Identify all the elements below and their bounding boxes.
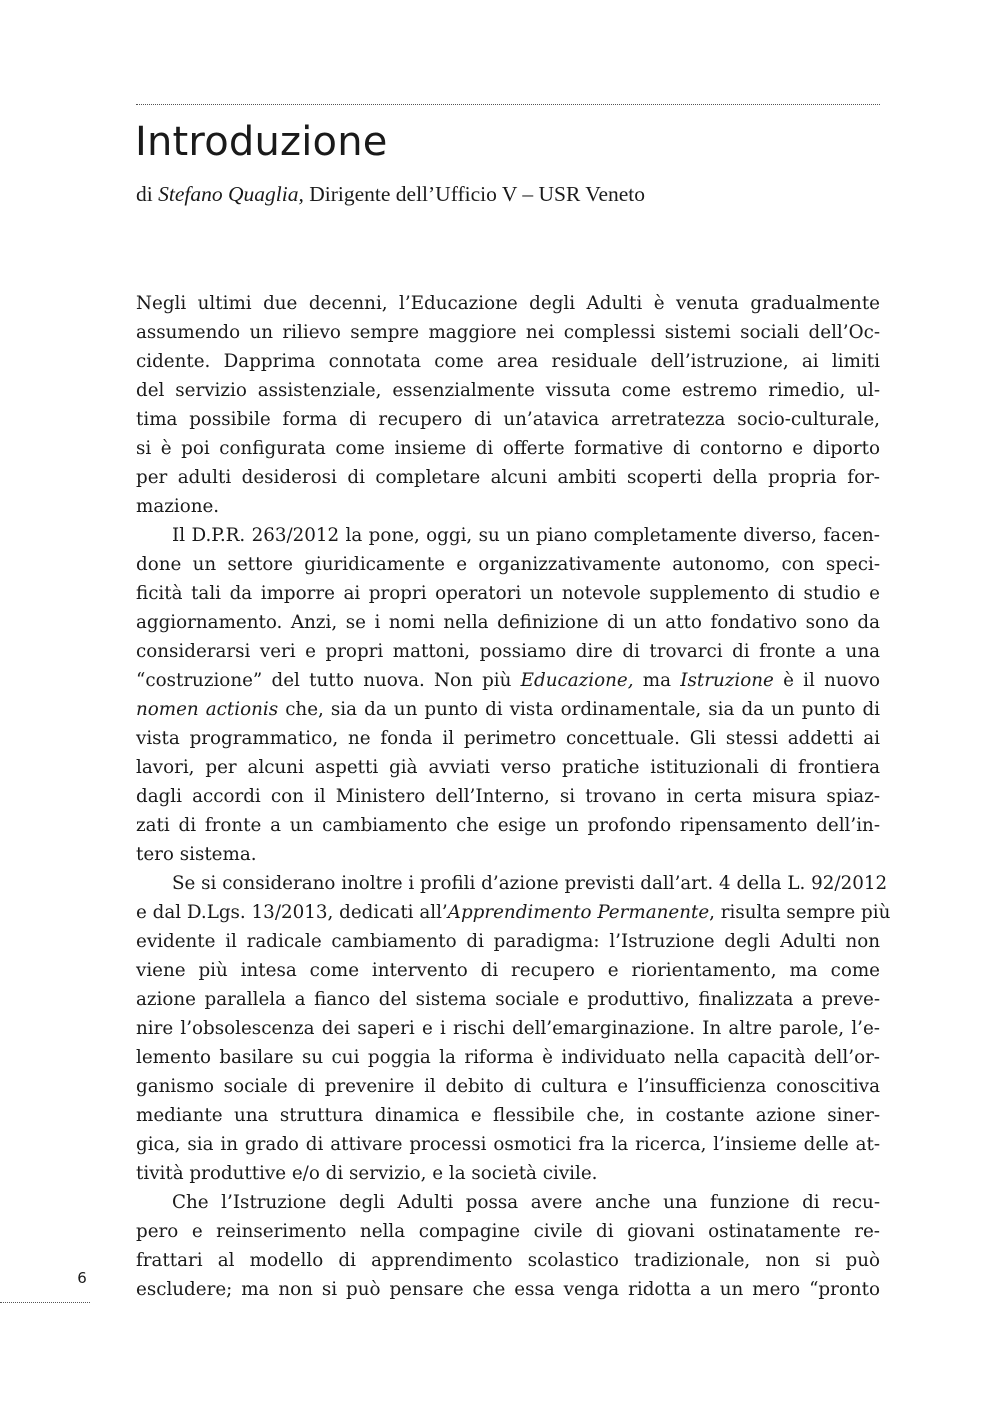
text-line [136, 782, 880, 811]
text-segment: Che l’Istruzione degli Adulti possa avere anche una funzione di recu- [172, 1192, 880, 1213]
italic-text: Educazione, [520, 670, 634, 691]
text-line [136, 927, 880, 956]
text-segment: Il D.P.R. 263/2012 la pone, oggi, su un piano completamente diverso, facen- [172, 525, 880, 546]
text-segment: vista programmatico, ne fonda il perimetro concettuale. Gli stessi addetti ai [136, 728, 880, 749]
text-line [136, 1101, 880, 1130]
top-dotted-rule [136, 104, 880, 105]
text-segment: nire l’obsolescenza dei saperi e i rischi dell’emarginazione. In altre parole, l’e- [136, 1018, 880, 1039]
text-line [136, 405, 880, 434]
text-line [136, 956, 880, 985]
text-segment: mediante una struttura dinamica e flessibile che, in costante azione siner- [136, 1105, 880, 1126]
text-line [136, 637, 880, 666]
text-segment: azione parallela a fianco del sistema sociale e produttivo, finalizzata a preve- [136, 989, 880, 1010]
text-segment: si è poi configurata come insieme di offerte formative di contorno e diporto [136, 438, 880, 459]
text-line [136, 550, 880, 579]
text-line [136, 1188, 880, 1217]
text-segment: viene più intesa come intervento di recupero e riorientamento, ma come [136, 960, 880, 981]
text-segment: evidente il radicale cambiamento di paradigma: l’Istruzione degli Adulti non [136, 931, 880, 952]
text-line [136, 1043, 880, 1072]
body-text [136, 289, 891, 1304]
text-line [136, 579, 880, 608]
text-line [136, 869, 888, 898]
text-line [136, 347, 880, 376]
text-segment: assumendo un rilievo sempre maggiore nei complessi sistemi sociali dell’Oc- [136, 322, 880, 343]
text-line [136, 434, 880, 463]
text-segment: lemento basilare su cui poggia la riforma è individuato nella capacità dell’or- [136, 1047, 880, 1068]
italic-text: Istruzione [680, 670, 774, 691]
paragraph [136, 521, 880, 869]
text-segment: dagli accordi con il Ministero dell’Interno, si trovano in certa misura spiaz- [136, 786, 880, 807]
text-segment: mazione. [136, 496, 220, 517]
text-line [136, 695, 880, 724]
page-title: Introduzione [135, 119, 388, 165]
text-segment: gica, sia in grado di attivare processi osmotici fra la ricerca, l’insieme delle at- [136, 1134, 880, 1155]
text-line [136, 840, 880, 869]
bottom-dotted-rule [0, 1302, 90, 1303]
byline-role: Dirigente dell’Ufficio V – USR Veneto [303, 182, 646, 206]
text-segment: e dal D.Lgs. 13/2013, dedicati all’ [136, 902, 448, 923]
text-segment: tero sistema. [136, 844, 257, 865]
text-segment: aggiornamento. Anzi, se i nomi nella definizione di un atto fondativo sono da [136, 612, 880, 633]
text-segment: tività produttive e/o di servizio, e la società civile. [136, 1163, 598, 1184]
text-segment: per adulti desiderosi di completare alcuni ambiti scoperti della propria for- [136, 467, 880, 488]
text-segment: è il nuovo [773, 670, 880, 691]
italic-text: nomen actionis [136, 699, 279, 720]
text-segment: lavori, per alcuni aspetti già avviati verso pratiche istituzionali di frontiera [136, 757, 880, 778]
text-segment: ficità tali da imporre ai propri operatori un notevole supplemento di studio e [136, 583, 880, 604]
text-line [136, 1246, 880, 1275]
text-line [136, 463, 880, 492]
byline [136, 180, 645, 208]
text-line [136, 521, 880, 550]
text-line [136, 1275, 880, 1304]
text-segment: pero e reinserimento nella compagine civile di giovani ostinatamente re- [136, 1221, 880, 1242]
text-line [136, 753, 880, 782]
paragraph [136, 289, 880, 521]
text-segment: zati di fronte a un cambiamento che esige un profondo ripensamento dell’in- [136, 815, 880, 836]
text-line [136, 376, 880, 405]
text-segment: escludere; ma non si può pensare che essa venga ridotta a un mero “pronto [136, 1279, 880, 1300]
text-segment: Se si considerano inoltre i profili d’azione previsti dall’art. 4 della L. 92/2012 [172, 873, 888, 894]
text-line [136, 1130, 880, 1159]
text-line [136, 608, 880, 637]
text-line [136, 985, 880, 1014]
text-segment: cidente. Dapprima connotata come area residuale dell’istruzione, ai limiti [136, 351, 880, 372]
text-line [136, 289, 880, 318]
text-segment: ganismo sociale di prevenire il debito di cultura e l’insufficienza conoscitiva [136, 1076, 880, 1097]
text-segment: “costruzione” del tutto nuova. Non più [136, 670, 521, 691]
text-segment: del servizio assistenziale, essenzialmente vissuta come estremo rimedio, ul- [136, 380, 880, 401]
text-line [136, 1014, 880, 1043]
byline-prefix: di [136, 182, 159, 206]
text-segment: che, sia da un punto di vista ordinamentale, sia da un punto di [278, 699, 880, 720]
text-line [136, 666, 880, 695]
text-segment: , risulta sempre più [709, 902, 891, 923]
text-line [136, 1217, 880, 1246]
text-segment: tima possibile forma di recupero di un’atavica arretratezza socio-culturale, [136, 409, 880, 430]
text-segment: done un settore giuridicamente e organizzativamente autonomo, con speci- [136, 554, 880, 575]
text-line [136, 1159, 880, 1188]
text-segment: ma [633, 670, 681, 691]
text-line [136, 318, 880, 347]
text-line [136, 724, 880, 753]
text-segment: Negli ultimi due decenni, l’Educazione degli Adulti è venuta gradualmente [136, 293, 880, 314]
text-line [136, 811, 880, 840]
text-line [136, 898, 891, 927]
text-line [136, 492, 880, 521]
paragraph [136, 869, 891, 1188]
paragraph [136, 1188, 880, 1304]
text-segment: frattari al modello di apprendimento scolastico tradizionale, non si può [136, 1250, 880, 1271]
text-segment: considerarsi veri e propri mattoni, possiamo dire di trovarci di fronte a una [136, 641, 880, 662]
page-number: 6 [77, 1269, 87, 1287]
italic-text: Apprendimento Permanente [447, 902, 710, 923]
byline-author: Stefano Quaglia, [158, 182, 304, 206]
text-line [136, 1072, 880, 1101]
